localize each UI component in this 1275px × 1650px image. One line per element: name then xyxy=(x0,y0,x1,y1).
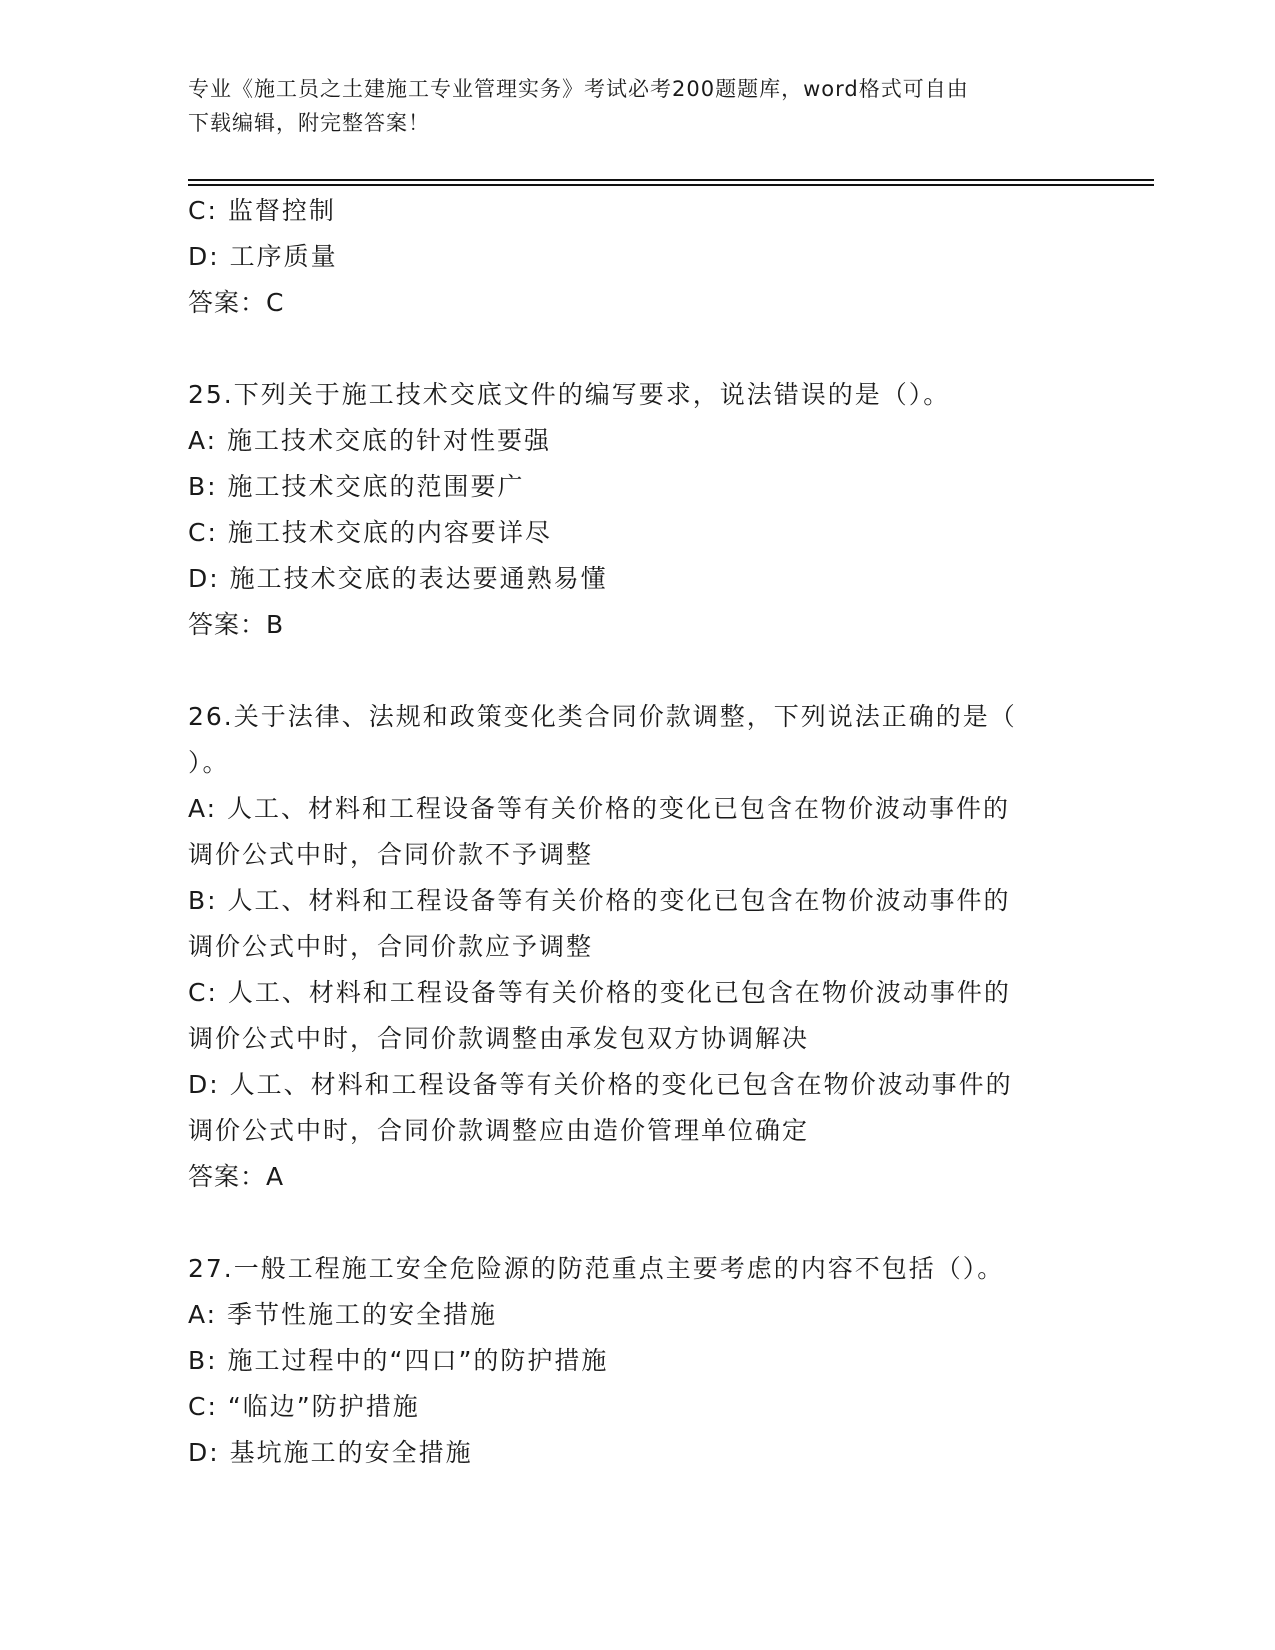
option-d-line-1: D: 人工、材料和工程设备等有关价格的变化已包含在物价波动事件的 xyxy=(188,1070,1013,1099)
header-rule-top xyxy=(188,179,1154,181)
previous-question-tail xyxy=(188,188,1088,326)
answer: 答案：A xyxy=(188,1162,285,1191)
option-d-line-2: 调价公式中时，合同价款调整应由造价管理单位确定 xyxy=(188,1116,810,1145)
option-c: C: 监督控制 xyxy=(188,196,336,225)
option-a: A: 施工技术交底的针对性要强 xyxy=(188,426,552,455)
option-a-line-1: A: 人工、材料和工程设备等有关价格的变化已包含在物价波动事件的 xyxy=(188,794,1011,823)
spacer xyxy=(188,326,1088,372)
option-a-line-2: 调价公式中时，合同价款不予调整 xyxy=(188,840,594,869)
question-content xyxy=(188,188,1088,1476)
question-25 xyxy=(188,372,1088,648)
option-d: D: 工序质量 xyxy=(188,242,338,271)
question-stem: 25.下列关于施工技术交底文件的编写要求，说法错误的是（）。 xyxy=(188,380,951,409)
option-d: D: 基坑施工的安全措施 xyxy=(188,1438,473,1467)
question-stem-line-1: 26.关于法律、法规和政策变化类合同价款调整，下列说法正确的是（ xyxy=(188,702,1017,731)
question-26 xyxy=(188,694,1088,1200)
option-a: A: 季节性施工的安全措施 xyxy=(188,1300,498,1329)
spacer xyxy=(188,648,1088,694)
option-c-line-2: 调价公式中时，合同价款调整由承发包双方协调解决 xyxy=(188,1024,810,1053)
option-b: B: 施工过程中的“四口”的防护措施 xyxy=(188,1346,609,1375)
header-line-1: 专业《施工员之土建施工专业管理实务》考试必考200题题库，word格式可自由 xyxy=(188,77,969,101)
option-b: B: 施工技术交底的范围要广 xyxy=(188,472,525,501)
option-c-line-1: C: 人工、材料和工程设备等有关价格的变化已包含在物价波动事件的 xyxy=(188,978,1011,1007)
document-header xyxy=(188,72,1088,140)
option-c: C: “临边”防护措施 xyxy=(188,1392,420,1421)
header-line-2: 下载编辑，附完整答案！ xyxy=(188,111,430,135)
answer: 答案：C xyxy=(188,288,285,317)
option-d: D: 施工技术交底的表达要通熟易懂 xyxy=(188,564,608,593)
option-b-line-2: 调价公式中时，合同价款应予调整 xyxy=(188,932,594,961)
question-stem: 27.一般工程施工安全危险源的防范重点主要考虑的内容不包括（）。 xyxy=(188,1254,1005,1283)
header-rule-bottom xyxy=(188,184,1154,186)
question-27 xyxy=(188,1246,1088,1476)
answer: 答案：B xyxy=(188,610,285,639)
question-stem-line-2: ）。 xyxy=(188,748,230,777)
spacer xyxy=(188,1200,1088,1246)
option-b-line-1: B: 人工、材料和工程设备等有关价格的变化已包含在物价波动事件的 xyxy=(188,886,1011,915)
option-c: C: 施工技术交底的内容要详尽 xyxy=(188,518,552,547)
